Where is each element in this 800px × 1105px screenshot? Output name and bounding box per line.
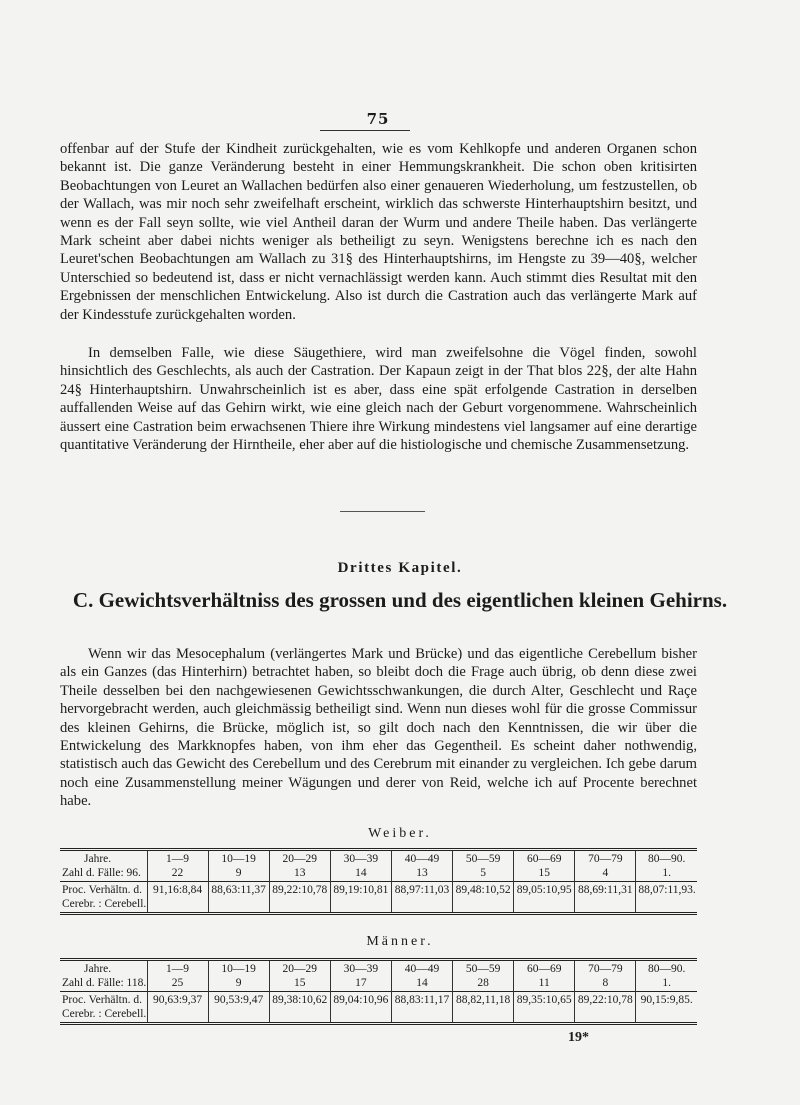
table-cell: 20—29 13 bbox=[269, 850, 330, 882]
table-cell: 70—79 4 bbox=[575, 850, 636, 882]
table-label: Jahre. Zahl d. Fälle: 96. bbox=[60, 850, 147, 882]
table-cell: 40—49 14 bbox=[391, 960, 452, 992]
table-cell: 89,04:10,96 bbox=[330, 992, 391, 1024]
women-label: Weiber. bbox=[368, 826, 432, 841]
table-cell: 20—29 15 bbox=[269, 960, 330, 992]
table-cell: 88,63:11,37 bbox=[208, 882, 269, 914]
table-cell: 88,07:11,93. bbox=[636, 882, 697, 914]
table-cell: 89,22:10,78 bbox=[269, 882, 330, 914]
table-cell: 88,82,11,18 bbox=[453, 992, 514, 1024]
chapter-title: Drittes Kapitel. bbox=[337, 560, 463, 576]
table-cell: 50—59 5 bbox=[453, 850, 514, 882]
table-label: Jahre. Zahl d. Fälle: 118. bbox=[60, 960, 147, 992]
men-table bbox=[60, 958, 697, 1025]
table-cell: 88,83:11,17 bbox=[391, 992, 452, 1024]
table-cell: 88,69:11,31 bbox=[575, 882, 636, 914]
page-number: 75 bbox=[366, 110, 390, 128]
men-label: Männer. bbox=[366, 934, 434, 949]
section-heading: C. Gewichtsverhältniss des grossen und des eigentlichen kleinen Gehirns. bbox=[72, 588, 728, 612]
table-cell: 90,53:9,47 bbox=[208, 992, 269, 1024]
table-cell: 1—9 25 bbox=[147, 960, 208, 992]
table-cell: 89,35:10,65 bbox=[514, 992, 575, 1024]
men-age-row bbox=[60, 960, 697, 992]
paragraph-2 bbox=[60, 344, 697, 454]
table-cell: 89,05:10,95 bbox=[514, 882, 575, 914]
table-cell: 10—19 9 bbox=[208, 960, 269, 992]
table-cell: 89,22:10,78 bbox=[575, 992, 636, 1024]
paragraph-1 bbox=[60, 140, 697, 324]
women-age-row bbox=[60, 850, 697, 882]
table-cell: 89,48:10,52 bbox=[453, 882, 514, 914]
women-table bbox=[60, 848, 697, 915]
men-ratio-row bbox=[60, 992, 697, 1024]
table-cell: 80—90. 1. bbox=[636, 960, 697, 992]
table-cell: 70—79 8 bbox=[575, 960, 636, 992]
table-cell: 40—49 13 bbox=[391, 850, 452, 882]
paragraph-3 bbox=[60, 645, 697, 811]
table-cell: 30—39 14 bbox=[330, 850, 391, 882]
table-cell: 89,19:10,81 bbox=[330, 882, 391, 914]
table-cell: 1—9 22 bbox=[147, 850, 208, 882]
table-cell: 88,97:11,03 bbox=[391, 882, 452, 914]
page-number-rule bbox=[320, 130, 410, 131]
table-label: Proc. Verhältn. d. Cerebr. : Cerebell. bbox=[60, 992, 147, 1024]
paragraph-3-text: Wenn wir das Mesocephalum (verlängertes Mark und Brücke) und das eigentliche Cerebellum bisher als ein Ganzes (das Hinterhirn) betrachtet haben, so bleibt doch die Frage auch übrig, ob denn diese zwei Theile desselben bei den nachgewiesenen Gewichtsschwankungen, die durch Alter, Geschlecht und Raçe hervorgebracht werden, auch gleichmässig betheiligt sind. Wenn nun dieses wohl für die grosse Commissur des kleinen Gehirns, die Brücke, möglich ist, so gilt doch nach den Kenntnissen, die wir über die Entwickelung des Markknopfes haben, von ihm eher das Gegentheil. Es scheint daher nothwendig, statistisch auch das Gewicht des Cerebellum und des Cerebrum mit einander zu vergleichen. Ich gebe darum noch eine Zusammenstellung meiner Wägungen und derer von Reid, welche ich auf Procente berechnet habe. bbox=[60, 646, 697, 810]
section-separator bbox=[340, 511, 425, 512]
table-cell: 90,15:9,85. bbox=[636, 992, 697, 1024]
paragraph-2-text: In demselben Falle, wie diese Säugethiere, wird man zweifelsohne die Vögel finden, sowohl hinsichtlich des Geschlechts, als auch der Castration. Der Kapaun zeigt in der That blos 22§, der alte Hahn 24§ Hinterhauptshirn. Unwahrscheinlich ist es aber, dass eine spät erfolgende Castration in derselben auffallenden Weise auf das Gehirn wirkt, wie eine gleich nach der Geburt vorgenommene. Wahrscheinlich äussert eine Castration beim erwachsenen Thiere ihre Wirkung mindestens viel langsamer auf eine derartige quantitative Veränderung der Hirntheile, eher aber auf die histiologische und chemische Zusammensetzung. bbox=[60, 345, 697, 454]
table-cell: 80—90. 1. bbox=[636, 850, 697, 882]
table-cell: 89,38:10,62 bbox=[269, 992, 330, 1024]
women-ratio-row bbox=[60, 882, 697, 914]
table-cell: 60—69 15 bbox=[514, 850, 575, 882]
signature-mark: 19* bbox=[568, 1030, 589, 1045]
table-cell: 50—59 28 bbox=[453, 960, 514, 992]
paragraph-1-text: offenbar auf der Stufe der Kindheit zurückgehalten, wie es vom Kehlkopfe und anderen Organen schon bekannt ist. Die ganze Veränderung besteht in einer Hemmungskrankheit. Die schon oben kritisirten Beobachtungen von Leuret an Wallachen bedürfen also einer genaueren Wiederholung, um festzustellen, ob der Wallach, was mir noch sehr zweifelhaft erscheint, wirklich das schwerste Hinterhauptshirn besitzt, und wenn es der Fall seyn sollte, wie viel Antheil daran der Wurm und andere Theile haben. Das verlängerte Mark scheint aber dabei nichts weniger als betheiligt zu seyn. Wenigstens berechne ich es nach den Leuret'schen Beobachtungen am Wallach zu 31§ des Hinterhauptshirns, im Hengste zu 39—40§, welcher Unterschied so bedeutend ist, dass er nicht vernachlässigt werden kann. Auch stimmt dies Resultat mit den Ergebnissen der menschlichen Entwickelung. Also ist durch die Castration auch das verlängerte Mark auf der Kindesstufe zurückgehalten worden. bbox=[60, 141, 697, 323]
table-label: Proc. Verhältn. d. Cerebr. : Cerebell. bbox=[60, 882, 147, 914]
table-cell: 30—39 17 bbox=[330, 960, 391, 992]
table-cell: 60—69 11 bbox=[514, 960, 575, 992]
table-cell: 10—19 9 bbox=[208, 850, 269, 882]
table-cell: 91,16:8,84 bbox=[147, 882, 208, 914]
table-cell: 90,63:9,37 bbox=[147, 992, 208, 1024]
